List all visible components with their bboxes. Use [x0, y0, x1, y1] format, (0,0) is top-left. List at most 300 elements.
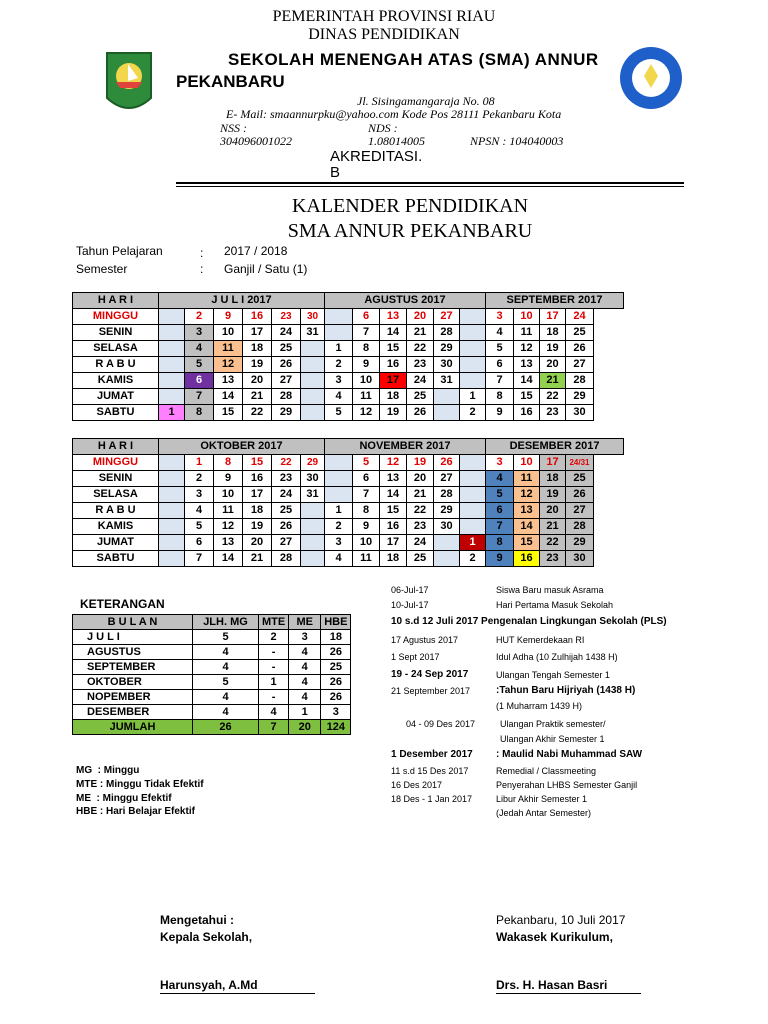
date-cell: 15: [214, 405, 243, 421]
date-cell: [460, 357, 486, 373]
riau-logo: [104, 50, 154, 118]
tp-label: Tahun Pelajaran: [76, 244, 163, 258]
total-cell: 26: [193, 720, 259, 735]
date-cell: 13: [380, 309, 407, 325]
date-cell: 1: [159, 405, 185, 421]
event-description: :Tahun Baru Hijriyah (1438 H): [496, 685, 636, 696]
date-cell: 16: [380, 357, 407, 373]
date-cell: 3: [325, 535, 353, 551]
date-cell: 17: [540, 455, 566, 471]
date-cell: 15: [380, 503, 407, 519]
date-cell: 8: [214, 455, 243, 471]
count-cell: 4: [193, 645, 259, 660]
date-cell: 2: [185, 309, 214, 325]
date-cell: 11: [514, 325, 540, 341]
date-cell: 13: [514, 357, 540, 373]
event-date: 19 - 24 Sep 2017: [391, 669, 469, 680]
day-label: KAMIS: [73, 519, 159, 535]
date-cell: [159, 309, 185, 325]
date-cell: 22: [407, 341, 434, 357]
date-cell: 20: [407, 471, 434, 487]
date-cell: [460, 309, 486, 325]
date-cell: 27: [566, 357, 594, 373]
date-cell: 24: [272, 325, 301, 341]
day-label: MINGGU: [73, 309, 159, 325]
date-cell: 30: [301, 471, 325, 487]
date-cell: 28: [272, 389, 301, 405]
date-cell: 16: [243, 471, 272, 487]
date-cell: 5: [353, 455, 380, 471]
date-cell: [159, 503, 185, 519]
date-cell: 7: [185, 389, 214, 405]
date-cell: 31: [301, 325, 325, 341]
event-description: (Jedah Antar Semester): [496, 808, 592, 818]
count-cell: 4: [259, 705, 289, 720]
count-cell: 4: [193, 705, 259, 720]
date-cell: 3: [185, 325, 214, 341]
date-cell: 19: [540, 487, 566, 503]
header-rule: [176, 182, 684, 184]
date-cell: 11: [353, 551, 380, 567]
date-cell: 15: [380, 341, 407, 357]
header-rule-thin: [176, 186, 684, 187]
date-cell: 14: [514, 373, 540, 389]
sign-left-line: [160, 993, 315, 994]
date-cell: 19: [407, 455, 434, 471]
date-cell: 12: [214, 357, 243, 373]
date-cell: 23: [407, 519, 434, 535]
month-header: OKTOBER 2017: [159, 439, 325, 455]
tutwuri-logo: [618, 42, 684, 114]
date-cell: 28: [566, 519, 594, 535]
count-cell: 5: [193, 630, 259, 645]
date-cell: 27: [434, 471, 460, 487]
date-cell: 29: [434, 503, 460, 519]
date-cell: 12: [514, 341, 540, 357]
date-cell: 18: [540, 471, 566, 487]
event-description: Ulangan Tengah Semester 1: [496, 670, 610, 680]
day-label: SENIN: [73, 325, 159, 341]
count-cell: -: [259, 645, 289, 660]
date-cell: 2: [185, 471, 214, 487]
date-cell: 24: [407, 373, 434, 389]
date-cell: 5: [185, 357, 214, 373]
count-cell: 2: [259, 630, 289, 645]
date-cell: 12: [353, 405, 380, 421]
date-cell: 17: [380, 373, 407, 389]
date-cell: 26: [272, 519, 301, 535]
month-header: AGUSTUS 2017: [325, 293, 486, 309]
doc-title: KALENDER PENDIDIKAN: [291, 195, 529, 217]
school-city: PEKANBARU: [176, 72, 285, 91]
date-cell: [325, 455, 353, 471]
date-cell: 31: [301, 487, 325, 503]
date-cell: 27: [272, 535, 301, 551]
date-cell: 5: [325, 405, 353, 421]
date-cell: 26: [434, 455, 460, 471]
akreditasi-label: AKREDITASI.: [330, 148, 423, 165]
date-cell: 29: [301, 455, 325, 471]
date-cell: 22: [407, 503, 434, 519]
date-cell: 29: [272, 405, 301, 421]
date-cell: 3: [185, 487, 214, 503]
day-label: R A B U: [73, 357, 159, 373]
date-cell: 17: [380, 535, 407, 551]
date-cell: 3: [486, 309, 514, 325]
dept-name: DINAS PENDIDIKAN: [308, 26, 460, 43]
date-cell: 14: [380, 487, 407, 503]
date-cell: 20: [540, 357, 566, 373]
date-cell: [434, 551, 460, 567]
day-label: SABTU: [73, 551, 159, 567]
count-cell: 4: [289, 645, 321, 660]
date-cell: [159, 551, 185, 567]
date-cell: 23: [540, 405, 566, 421]
sign-right-name: Drs. H. Hasan Basri: [496, 978, 608, 992]
event-date: 10-Jul-17: [391, 600, 429, 610]
date-cell: 16: [514, 551, 540, 567]
date-cell: 1: [460, 389, 486, 405]
date-cell: [159, 535, 185, 551]
date-cell: 4: [185, 503, 214, 519]
col-header: B U L A N: [73, 615, 193, 630]
date-cell: 9: [486, 405, 514, 421]
date-cell: [301, 503, 325, 519]
date-cell: 23: [540, 551, 566, 567]
date-cell: [301, 405, 325, 421]
date-cell: [325, 309, 353, 325]
sign-right-line: [496, 993, 641, 994]
date-cell: 30: [434, 519, 460, 535]
col-header: ME: [289, 615, 321, 630]
date-cell: [301, 341, 325, 357]
akreditasi-value: B: [330, 164, 341, 181]
date-cell: 2: [460, 551, 486, 567]
calendar-semester-1a: [72, 292, 624, 421]
date-cell: 27: [272, 373, 301, 389]
month-header: NOVEMBER 2017: [325, 439, 486, 455]
date-cell: 30: [434, 357, 460, 373]
school-address: Jl. Sisingamangaraja No. 08: [357, 94, 495, 108]
date-cell: 16: [243, 309, 272, 325]
date-cell: 7: [185, 551, 214, 567]
date-cell: 22: [540, 535, 566, 551]
date-cell: 2: [325, 357, 353, 373]
date-cell: [159, 389, 185, 405]
hari-header: H A R I: [73, 293, 159, 309]
event-date: 21 September 2017: [391, 686, 471, 696]
date-cell: 17: [243, 487, 272, 503]
date-cell: 1: [185, 455, 214, 471]
date-cell: 10: [353, 535, 380, 551]
date-cell: 4: [325, 551, 353, 567]
date-cell: 6: [185, 535, 214, 551]
date-cell: 19: [243, 519, 272, 535]
date-cell: 21: [540, 373, 566, 389]
date-cell: 18: [540, 325, 566, 341]
date-cell: 28: [434, 487, 460, 503]
event-date: 1 Desember 2017: [391, 749, 473, 760]
event-date: 04 - 09 Des 2017: [406, 719, 476, 729]
date-cell: 9: [214, 309, 243, 325]
event-description: Hari Pertama Masuk Sekolah: [496, 600, 614, 610]
date-cell: 8: [486, 535, 514, 551]
date-cell: [460, 325, 486, 341]
nss-label: NSS :: [220, 121, 247, 135]
keterangan-table: [72, 614, 351, 735]
sem-value: Ganjil / Satu (1): [224, 262, 308, 276]
total-label: JUMLAH: [73, 720, 193, 735]
day-label: SELASA: [73, 341, 159, 357]
month-name: DESEMBER: [73, 705, 193, 720]
count-cell: 3: [321, 705, 351, 720]
event-date: 17 Agustus 2017: [391, 635, 459, 645]
date-cell: 21: [243, 551, 272, 567]
date-cell: 10: [214, 487, 243, 503]
date-cell: 7: [486, 519, 514, 535]
total-cell: 7: [259, 720, 289, 735]
date-cell: [159, 357, 185, 373]
count-cell: 4: [193, 660, 259, 675]
npsn-value: NPSN : 104040003: [470, 134, 564, 148]
legend-mg: MG : Minggu: [76, 765, 140, 776]
sem-colon: :: [200, 262, 204, 276]
date-cell: 22: [272, 455, 301, 471]
nds-label: NDS :: [368, 121, 398, 135]
date-cell: 18: [380, 389, 407, 405]
tp-value: 2017 / 2018: [224, 244, 288, 258]
count-cell: 18: [321, 630, 351, 645]
count-cell: 26: [321, 675, 351, 690]
date-cell: 2: [460, 405, 486, 421]
date-cell: 15: [243, 455, 272, 471]
date-cell: 21: [407, 325, 434, 341]
day-label: SABTU: [73, 405, 159, 421]
count-cell: -: [259, 660, 289, 675]
day-label: MINGGU: [73, 455, 159, 471]
date-cell: 28: [434, 325, 460, 341]
date-cell: 6: [353, 471, 380, 487]
date-cell: 27: [566, 503, 594, 519]
date-cell: 7: [353, 487, 380, 503]
date-cell: 24/31: [566, 455, 594, 471]
total-cell: 20: [289, 720, 321, 735]
date-cell: [434, 389, 460, 405]
date-cell: 22: [540, 389, 566, 405]
date-cell: 8: [486, 389, 514, 405]
month-header: SEPTEMBER 2017: [486, 293, 624, 309]
date-cell: 9: [214, 471, 243, 487]
event-description: Remedial / Classmeeting: [496, 766, 597, 776]
date-cell: [460, 471, 486, 487]
event-description: : Maulid Nabi Muhammad SAW: [496, 749, 643, 760]
sem-label: Semester: [76, 262, 128, 276]
event-date: 10 s.d 12 Juli 2017 Pengenalan Lingkungan Sekolah (PLS): [391, 616, 667, 627]
date-cell: 3: [325, 373, 353, 389]
keterangan-title: KETERANGAN: [80, 597, 165, 611]
day-label: JUMAT: [73, 535, 159, 551]
event-date: 06-Jul-17: [391, 585, 429, 595]
legend-me: ME : Minggu Efektif: [76, 793, 172, 804]
date-cell: 9: [353, 519, 380, 535]
date-cell: 23: [272, 309, 301, 325]
date-cell: 10: [353, 373, 380, 389]
event-description: Penyerahan LHBS Semester Ganjil: [496, 780, 638, 790]
legend-hbe: HBE : Hari Belajar Efektif: [76, 806, 195, 817]
date-cell: 14: [214, 551, 243, 567]
date-cell: 17: [243, 325, 272, 341]
nds-value: 1.08014005: [368, 134, 425, 148]
date-cell: 24: [566, 309, 594, 325]
date-cell: [159, 373, 185, 389]
day-label: JUMAT: [73, 389, 159, 405]
date-cell: 25: [566, 325, 594, 341]
count-cell: 25: [321, 660, 351, 675]
date-cell: 3: [486, 455, 514, 471]
count-cell: 5: [193, 675, 259, 690]
date-cell: 11: [353, 389, 380, 405]
date-cell: 7: [353, 325, 380, 341]
event-description: Libur Akhir Semester 1: [496, 794, 588, 804]
date-cell: 10: [514, 455, 540, 471]
count-cell: 3: [289, 630, 321, 645]
date-cell: [301, 389, 325, 405]
date-cell: 29: [434, 341, 460, 357]
hari-header: H A R I: [73, 439, 159, 455]
date-cell: 13: [380, 471, 407, 487]
date-cell: 1: [325, 341, 353, 357]
date-cell: [159, 455, 185, 471]
date-cell: 6: [486, 357, 514, 373]
event-description: Siswa Baru masuk Asrama: [496, 585, 604, 595]
count-cell: 1: [289, 705, 321, 720]
date-cell: 4: [486, 471, 514, 487]
date-cell: 25: [566, 471, 594, 487]
event-date: 18 Des - 1 Jan 2017: [391, 794, 473, 804]
date-cell: 31: [434, 373, 460, 389]
date-cell: 8: [185, 405, 214, 421]
date-cell: 4: [325, 389, 353, 405]
date-cell: 15: [514, 535, 540, 551]
date-cell: 21: [540, 519, 566, 535]
date-cell: 11: [514, 471, 540, 487]
date-cell: 2: [325, 519, 353, 535]
date-cell: 16: [514, 405, 540, 421]
date-cell: 19: [243, 357, 272, 373]
date-cell: [325, 487, 353, 503]
date-cell: [460, 519, 486, 535]
date-cell: 8: [353, 341, 380, 357]
date-cell: 28: [566, 373, 594, 389]
date-cell: 26: [566, 487, 594, 503]
date-cell: 9: [486, 551, 514, 567]
count-cell: 4: [289, 690, 321, 705]
day-label: SELASA: [73, 487, 159, 503]
date-cell: 13: [514, 503, 540, 519]
date-cell: 14: [514, 519, 540, 535]
date-cell: 21: [243, 389, 272, 405]
date-cell: [325, 471, 353, 487]
date-cell: 6: [185, 373, 214, 389]
date-cell: 5: [486, 487, 514, 503]
month-name: SEPTEMBER: [73, 660, 193, 675]
day-label: SENIN: [73, 471, 159, 487]
date-cell: 1: [460, 535, 486, 551]
date-cell: 4: [486, 325, 514, 341]
col-header: JLH. MG: [193, 615, 259, 630]
col-header: HBE: [321, 615, 351, 630]
date-cell: 6: [486, 503, 514, 519]
count-cell: 4: [289, 660, 321, 675]
date-cell: 29: [566, 389, 594, 405]
count-cell: 26: [321, 645, 351, 660]
date-cell: [460, 455, 486, 471]
date-cell: 14: [214, 389, 243, 405]
nss-value: 304096001022: [220, 134, 292, 148]
date-cell: [325, 325, 353, 341]
date-cell: 17: [540, 309, 566, 325]
date-cell: 30: [301, 309, 325, 325]
date-cell: [460, 503, 486, 519]
event-date: 1 Sept 2017: [391, 652, 440, 662]
date-cell: [159, 325, 185, 341]
event-date: 16 Des 2017: [391, 780, 443, 790]
date-cell: 8: [353, 503, 380, 519]
date-cell: [159, 471, 185, 487]
event-description: Ulangan Akhir Semester 1: [500, 734, 605, 744]
calendar-semester-1b: [72, 438, 624, 567]
date-cell: 13: [214, 535, 243, 551]
date-cell: 18: [380, 551, 407, 567]
event-description: Idul Adha (10 Zulhijah 1438 H): [496, 652, 618, 662]
date-cell: 24: [272, 487, 301, 503]
count-cell: 1: [259, 675, 289, 690]
legend-mte: MTE : Minggu Tidak Efektif: [76, 779, 204, 790]
col-header: MTE: [259, 615, 289, 630]
date-cell: 23: [272, 471, 301, 487]
gov-name: PEMERINTAH PROVINSI RIAU: [272, 8, 496, 25]
month-header: J U L I 2017: [159, 293, 325, 309]
month-name: J U L I: [73, 630, 193, 645]
date-cell: 16: [380, 519, 407, 535]
date-cell: [301, 519, 325, 535]
date-cell: 26: [407, 405, 434, 421]
date-cell: 23: [407, 357, 434, 373]
date-cell: 20: [407, 309, 434, 325]
total-cell: 124: [321, 720, 351, 735]
date-cell: 24: [407, 535, 434, 551]
sign-right-l2: Wakasek Kurikulum,: [496, 930, 613, 944]
date-cell: 30: [566, 405, 594, 421]
date-cell: 27: [434, 309, 460, 325]
count-cell: 4: [193, 690, 259, 705]
count-cell: -: [259, 690, 289, 705]
date-cell: 12: [514, 487, 540, 503]
date-cell: 14: [380, 325, 407, 341]
month-name: AGUSTUS: [73, 645, 193, 660]
date-cell: [301, 535, 325, 551]
month-name: NOPEMBER: [73, 690, 193, 705]
date-cell: 7: [486, 373, 514, 389]
month-name: OKTOBER: [73, 675, 193, 690]
date-cell: 11: [214, 341, 243, 357]
date-cell: [301, 551, 325, 567]
date-cell: 13: [214, 373, 243, 389]
date-cell: [159, 341, 185, 357]
date-cell: 9: [353, 357, 380, 373]
date-cell: 25: [407, 551, 434, 567]
tp-colon: :: [200, 246, 204, 260]
